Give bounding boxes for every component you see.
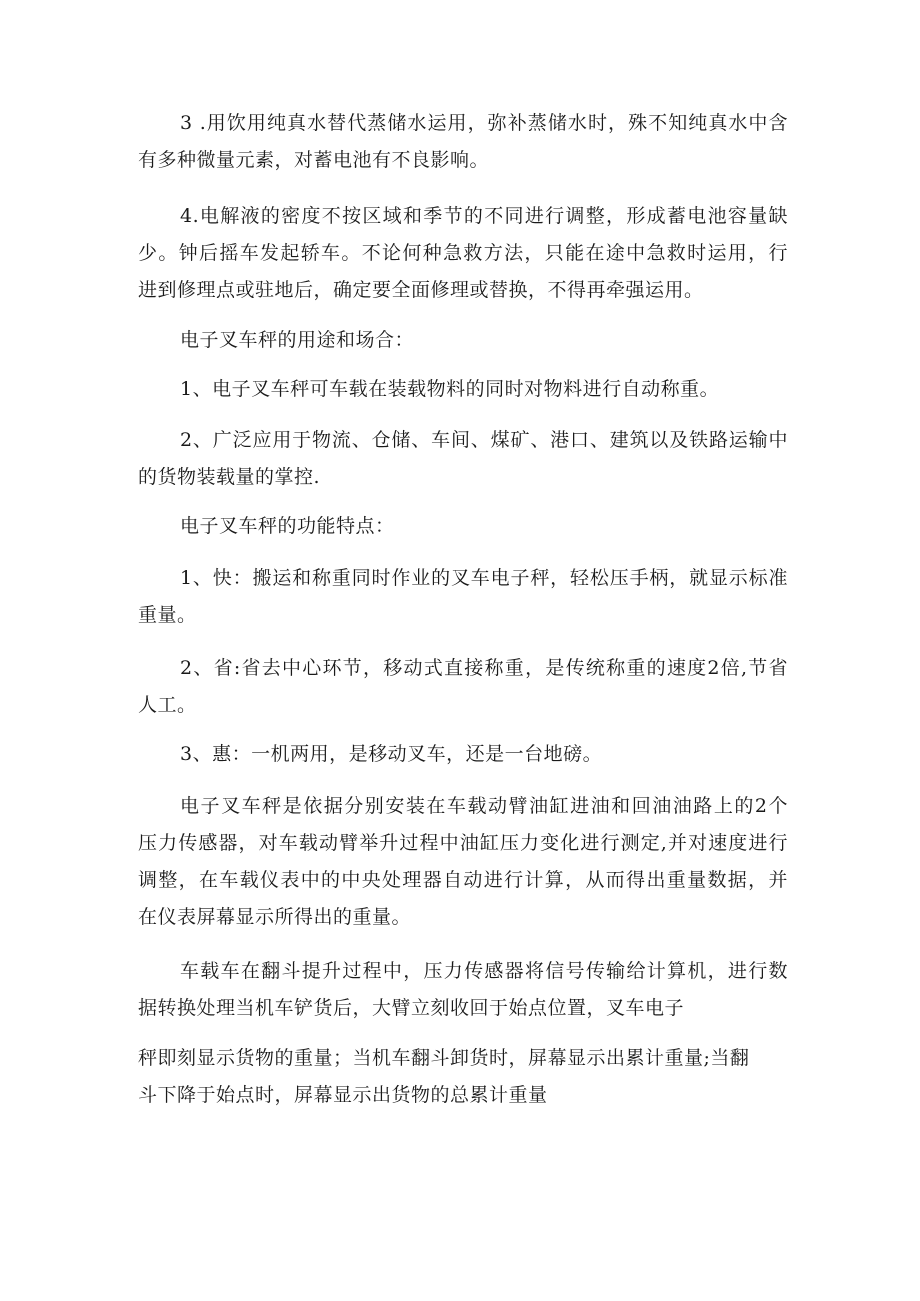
display-line-1: 秤即刻显示货物的重量；当机车翻斗卸货时，屏幕显示出累计重量;当翻 <box>138 1047 750 1069</box>
uses-item-1: 1、电子叉车秤可车载在装载物料的同时对物料进行自动称重。 <box>180 378 720 400</box>
paragraph-1-line-2: 有多种微量元素，对蓄电池有不良影响。 <box>138 149 490 171</box>
feature-1-line-1: 1、快：搬运和称重同时作业的叉车电子秤，轻松压手柄，就显示标准 <box>180 567 788 589</box>
principle-line-4: 在仪表屏幕显示所得出的重量。 <box>138 906 412 928</box>
principle-line-3: 调整，在车载仪表中的中央处理器自动进行计算，从而得出重量数据，并 <box>138 869 788 891</box>
principle-line-1: 电子叉车秤是依据分别安装在车载动臂油缸进油和回油油路上的2个 <box>180 795 788 817</box>
uses-item-2-line-2: 的货物装载量的掌控. <box>138 466 321 488</box>
uses-item-2-line-1: 2、广泛应用于物流、仓储、车间、煤矿、港口、建筑以及铁路运输中 <box>180 429 788 451</box>
section-heading-uses: 电子叉车秤的用途和场合： <box>180 329 415 351</box>
display-line-2: 斗下降于始点时，屏幕显示出货物的总累计重量 <box>138 1084 548 1106</box>
feature-3: 3、惠：一机两用，是移动叉车，还是一台地磅。 <box>180 743 603 765</box>
principle-line-2: 压力传感器，对车载动臂举升过程中油缸压力变化进行测定,并对速度进行 <box>138 832 788 854</box>
paragraph-1-line-1: 3 .用饮用纯真水替代蒸储水运用，弥补蒸储水时，殊不知纯真水中含 <box>180 112 788 134</box>
paragraph-2-line-2: 少。钟后摇车发起轿车。不论何种急救方法，只能在途中急救时运用，行 <box>138 242 788 264</box>
feature-2-line-1: 2、省:省去中心环节，移动式直接称重，是传统称重的速度2倍,节省 <box>180 657 788 679</box>
process-line-1: 车载车在翻斗提升过程中，压力传感器将信号传输给计算机，进行数 <box>180 960 788 982</box>
process-line-2: 据转换处理当机车铲货后，大臂立刻收回于始点位置，叉车电子 <box>138 997 685 1019</box>
feature-1-line-2: 重量。 <box>138 604 197 626</box>
paragraph-2-line-1: 4.电解液的密度不按区域和季节的不同进行调整，形成蓄电池容量缺 <box>180 205 788 227</box>
feature-2-line-2: 人工。 <box>138 694 197 716</box>
paragraph-2-line-3: 进到修理点或驻地后，确定要全面修理或替换，不得再牵强运用。 <box>138 279 704 301</box>
section-heading-features: 电子叉车秤的功能特点： <box>180 515 395 537</box>
